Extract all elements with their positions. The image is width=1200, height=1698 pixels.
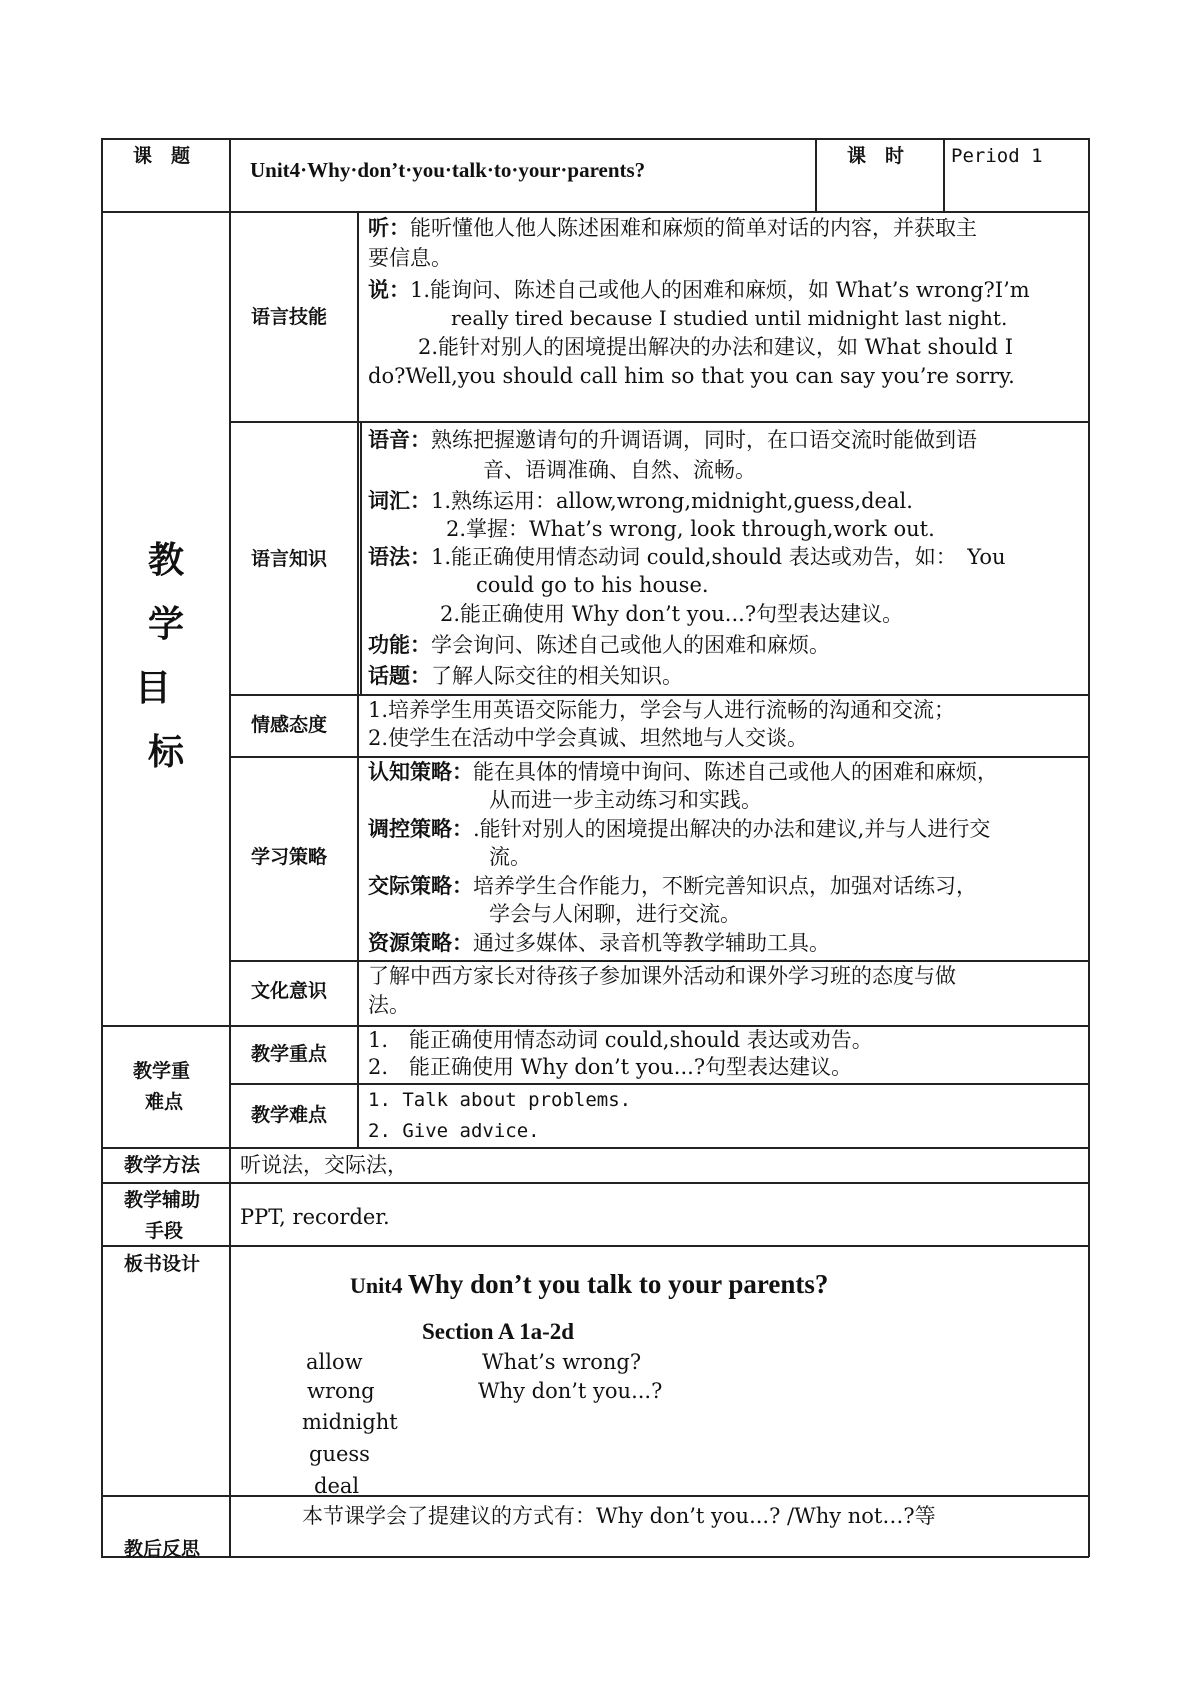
grammar-text-2: 2.能正确使用 Why don’t you...?句型表达建议。 [440, 602, 904, 626]
difficulty-item: 1. Talk about problems. [368, 1089, 632, 1111]
cog-prefix: 认知策略： [368, 759, 473, 784]
grammar-text: 1.能正确使用情态动词 could,should 表达或劝告，如： You [431, 545, 1006, 569]
topic-text: 了解人际交往的相关知识。 [431, 664, 683, 688]
cog-text-cont: 从而进一步主动练习和实践。 [489, 788, 762, 812]
listen-prefix: 听： [368, 215, 410, 240]
board-title-unit: Unit4 [350, 1273, 403, 1298]
listen-text-cont: 要信息。 [368, 246, 452, 270]
vocab-prefix: 词汇： [368, 488, 431, 513]
board-phrase: What’s wrong? [482, 1350, 642, 1374]
objectives-label-char: 标 [148, 731, 185, 773]
objectives-label-char: 学 [148, 603, 185, 645]
listen-text: 能听懂他人他人陈述困难和麻烦的简单对话的内容，并获取主 [410, 216, 977, 240]
attitude-line: 1.培养学生用英语交际能力，学会与人进行流畅的沟通和交流； [368, 698, 956, 722]
ctrl-prefix: 调控策略： [368, 816, 473, 841]
aids-value: PPT, recorder. [240, 1205, 390, 1229]
board-phrase: Why don’t you...? [478, 1379, 663, 1403]
aids-label: 教学辅助 [124, 1189, 201, 1211]
culture-line: 法。 [368, 993, 410, 1017]
ctrl-text-cont: 流。 [489, 845, 531, 869]
focus-item: 2. 能正确使用 Why don’t you...?句型表达建议。 [368, 1055, 853, 1079]
objectives-label-char: 目 [135, 667, 172, 709]
speak-prefix: 说： [368, 277, 410, 302]
res-prefix: 资源策略： [368, 930, 473, 955]
vocab-text-2: 2.掌握：What’s wrong, look through,work out. [446, 517, 935, 541]
knowledge-label: 语言知识 [251, 548, 328, 570]
board-section: Section A 1a-2d [422, 1319, 575, 1344]
function-prefix: 功能： [368, 632, 431, 657]
comm-text-cont: 学会与人闲聊，进行交流。 [489, 902, 741, 926]
board-word: guess [309, 1442, 370, 1466]
reflection-value: 本节课学会了提建议的方式有：Why don’t you...? /Why not…?等 [302, 1504, 936, 1528]
phonetics-text: 熟练把握邀请句的升调语调，同时，在口语交流时能做到语 [431, 428, 977, 452]
culture-label: 文化意识 [251, 980, 328, 1002]
difficulty-item: 2. Give advice. [368, 1120, 540, 1142]
phonetics-prefix: 语音： [368, 427, 431, 452]
skills-label: 语言技能 [251, 306, 328, 328]
board-word: midnight [302, 1410, 398, 1434]
lesson-title: Unit4·Why·don’t·you·talk·to·your·parents? [250, 158, 646, 182]
focus-label: 教学重点 [251, 1043, 328, 1065]
key-points-label-cont: 难点 [145, 1091, 184, 1113]
grammar-prefix: 语法： [368, 544, 431, 569]
board-word: deal [314, 1474, 360, 1498]
phonetics-text-cont: 音、语调准确、自然、流畅。 [483, 458, 756, 482]
speak-text-2: 2.能针对别人的困境提出解决的办法和建议，如 What should I [418, 335, 1014, 359]
key-points-label: 教学重 [133, 1060, 191, 1082]
strategy-label: 学习策略 [251, 846, 328, 868]
culture-line: 了解中西方家长对待孩子参加课外活动和课外学习班的态度与做 [368, 964, 956, 988]
difficulty-label: 教学难点 [251, 1104, 328, 1126]
topic-prefix: 话题： [368, 663, 431, 688]
function-text: 学会询问、陈述自己或他人的困难和麻烦。 [431, 633, 830, 657]
attitude-label: 情感态度 [251, 714, 328, 736]
aids-label-cont: 手段 [145, 1220, 184, 1242]
res-text: 通过多媒体、录音机等教学辅助工具。 [473, 931, 830, 955]
topic-label: 课 题 [133, 145, 191, 167]
speak-text: 1.能询问、陈述自己或他人的困难和麻烦，如 What’s wrong?I’m [410, 278, 1030, 302]
vocab-text: 1.熟练运用：allow,wrong,midnight,guess,deal. [431, 489, 913, 513]
period-value: Period 1 [951, 145, 1043, 167]
board-label: 板书设计 [124, 1253, 201, 1275]
period-label: 课 时 [847, 145, 905, 167]
methods-value: 听说法，交际法， [240, 1153, 408, 1177]
ctrl-text: .能针对别人的困境提出解决的办法和建议,并与人进行交 [473, 817, 991, 841]
comm-text: 培养学生合作能力，不断完善知识点，加强对话练习， [473, 874, 977, 898]
reflection-label: 教后反思 [124, 1538, 201, 1560]
attitude-line: 2.使学生在活动中学会真诚、坦然地与人交谈。 [368, 726, 809, 750]
objectives-label-char: 教 [148, 539, 185, 581]
comm-prefix: 交际策略： [368, 873, 473, 898]
board-word: allow [306, 1350, 363, 1374]
cog-text: 能在具体的情境中询问、陈述自己或他人的困难和麻烦， [473, 760, 998, 784]
methods-label: 教学方法 [124, 1154, 201, 1176]
grammar-text-cont: could go to his house. [476, 573, 709, 597]
focus-item: 1. 能正确使用情态动词 could,should 表达或劝告。 [368, 1028, 873, 1052]
board-title-text: Why don’t you talk to your parents? [407, 1269, 829, 1299]
speak-text-2-cont: do?Well,you should call him so that you can say you’re sorry. [368, 364, 1015, 388]
board-word: wrong [307, 1379, 375, 1403]
speak-text-cont: really tired because I studied until midnight last night. [451, 306, 1008, 330]
